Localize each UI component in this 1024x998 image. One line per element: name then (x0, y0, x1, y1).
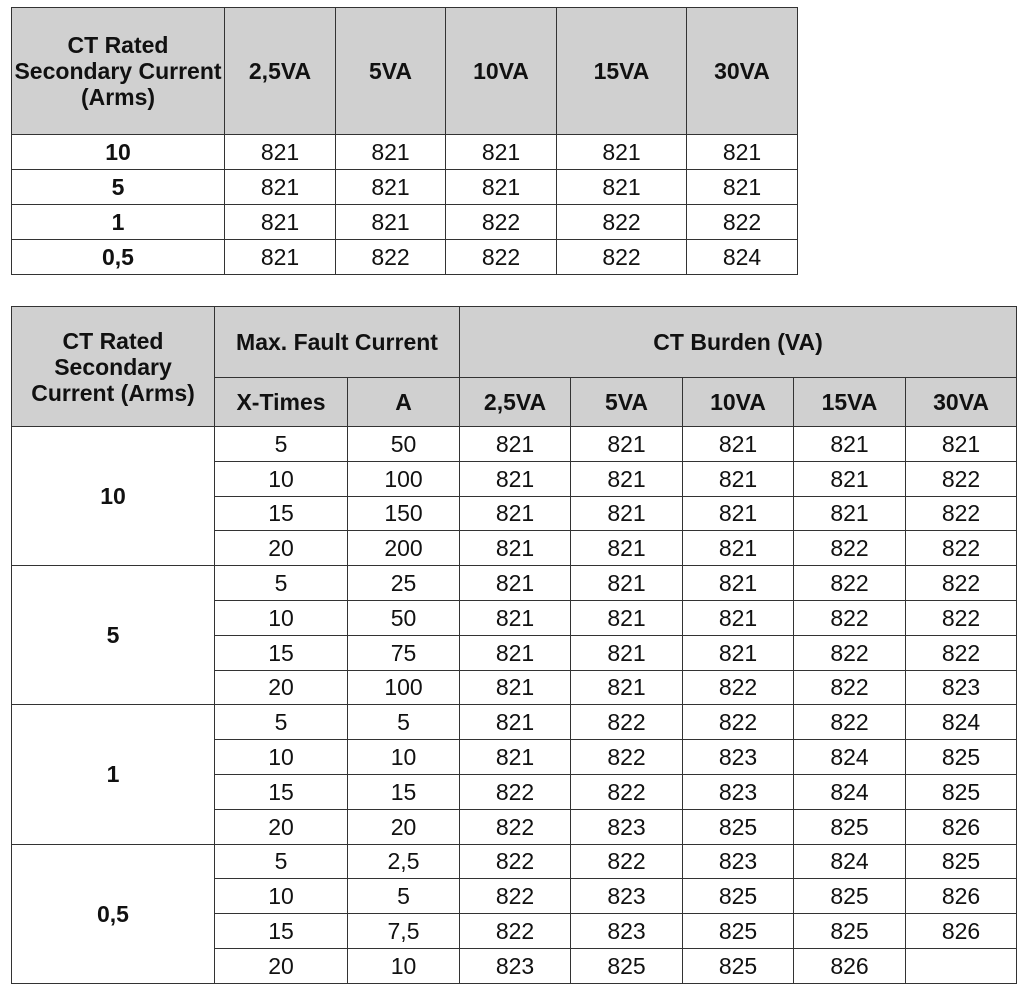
value-cell: 825 (794, 809, 906, 844)
value-cell: 824 (906, 705, 1017, 740)
amps-cell: 20 (348, 809, 460, 844)
va-header: 5VA (336, 8, 446, 135)
value-cell: 821 (571, 566, 683, 601)
value-cell: 821 (336, 135, 446, 170)
value-cell: 823 (683, 740, 794, 775)
value-cell: 826 (906, 879, 1017, 914)
x-times-header: X-Times (215, 378, 348, 427)
x-times-cell: 20 (215, 670, 348, 705)
value-cell: 821 (687, 170, 798, 205)
value-cell: 822 (571, 705, 683, 740)
va-header: 30VA (906, 378, 1017, 427)
value-cell: 822 (906, 496, 1017, 531)
value-cell: 821 (571, 635, 683, 670)
value-cell: 823 (906, 670, 1017, 705)
value-cell: 823 (571, 809, 683, 844)
value-cell: 824 (794, 740, 906, 775)
va-header: 15VA (794, 378, 906, 427)
value-cell: 822 (446, 205, 557, 240)
value-cell: 824 (794, 774, 906, 809)
value-cell: 822 (571, 774, 683, 809)
value-cell: 825 (906, 844, 1017, 879)
value-cell: 821 (683, 427, 794, 462)
value-cell: 825 (906, 740, 1017, 775)
amps-cell: 7,5 (348, 914, 460, 949)
value-cell: 822 (557, 205, 687, 240)
rated-current-cell: 5 (12, 170, 225, 205)
x-times-cell: 10 (215, 600, 348, 635)
value-cell: 822 (557, 240, 687, 275)
table-row (12, 205, 798, 240)
value-cell: 823 (571, 914, 683, 949)
value-cell: 823 (683, 774, 794, 809)
value-cell: 821 (225, 170, 336, 205)
value-cell: 821 (460, 670, 571, 705)
x-times-cell: 20 (215, 948, 348, 983)
value-cell: 821 (460, 635, 571, 670)
amps-cell: 10 (348, 740, 460, 775)
amps-cell: 100 (348, 670, 460, 705)
table-header-row (12, 307, 1017, 378)
value-cell: 821 (687, 135, 798, 170)
rated-current-header: CT Rated Secondary Current (Arms) (12, 8, 225, 135)
value-cell: 822 (906, 600, 1017, 635)
value-cell: 822 (794, 705, 906, 740)
va-header: 10VA (683, 378, 794, 427)
rated-current-cell: 0,5 (12, 844, 215, 983)
value-cell: 821 (460, 566, 571, 601)
x-times-cell: 20 (215, 809, 348, 844)
rated-current-cell: 10 (12, 427, 215, 566)
value-cell: 822 (683, 670, 794, 705)
value-cell: 825 (683, 879, 794, 914)
max-fault-current-header: Max. Fault Current (215, 307, 460, 378)
value-cell: 826 (906, 809, 1017, 844)
value-cell: 821 (460, 705, 571, 740)
value-cell: 822 (794, 566, 906, 601)
value-cell: 821 (571, 427, 683, 462)
value-cell: 825 (571, 948, 683, 983)
rated-current-cell: 10 (12, 135, 225, 170)
amps-cell: 75 (348, 635, 460, 670)
value-cell: 822 (460, 844, 571, 879)
rated-current-cell: 0,5 (12, 240, 225, 275)
ct-rating-table (11, 7, 798, 275)
value-cell: 821 (446, 170, 557, 205)
value-cell (906, 948, 1017, 983)
value-cell: 824 (687, 240, 798, 275)
rated-current-header: CT Rated Secondary Current (Arms) (12, 307, 215, 427)
value-cell: 821 (225, 205, 336, 240)
table-row (12, 566, 1017, 601)
table-row (12, 427, 1017, 462)
table-header-row (12, 8, 798, 135)
value-cell: 821 (336, 205, 446, 240)
amps-cell: 200 (348, 531, 460, 566)
va-header: 5VA (571, 378, 683, 427)
value-cell: 821 (225, 240, 336, 275)
value-cell: 822 (794, 670, 906, 705)
value-cell: 823 (460, 948, 571, 983)
value-cell: 825 (794, 914, 906, 949)
amps-cell: 10 (348, 948, 460, 983)
table-row (12, 705, 1017, 740)
x-times-cell: 15 (215, 774, 348, 809)
value-cell: 821 (683, 635, 794, 670)
x-times-cell: 5 (215, 427, 348, 462)
value-cell: 824 (794, 844, 906, 879)
value-cell: 821 (571, 670, 683, 705)
ct-burden-header: CT Burden (VA) (460, 307, 1017, 378)
value-cell: 823 (683, 844, 794, 879)
value-cell: 821 (225, 135, 336, 170)
x-times-cell: 15 (215, 914, 348, 949)
value-cell: 821 (683, 566, 794, 601)
value-cell: 822 (683, 705, 794, 740)
value-cell: 821 (557, 170, 687, 205)
rated-current-cell: 5 (12, 566, 215, 705)
amps-cell: 25 (348, 566, 460, 601)
value-cell: 821 (446, 135, 557, 170)
table-row (12, 844, 1017, 879)
value-cell: 821 (571, 461, 683, 496)
x-times-cell: 10 (215, 879, 348, 914)
value-cell: 821 (683, 461, 794, 496)
value-cell: 821 (571, 600, 683, 635)
value-cell: 826 (794, 948, 906, 983)
rated-current-cell: 1 (12, 705, 215, 844)
value-cell: 821 (794, 496, 906, 531)
value-cell: 821 (336, 170, 446, 205)
value-cell: 825 (683, 914, 794, 949)
value-cell: 822 (460, 809, 571, 844)
value-cell: 821 (683, 531, 794, 566)
va-header: 30VA (687, 8, 798, 135)
value-cell: 822 (460, 914, 571, 949)
x-times-cell: 20 (215, 531, 348, 566)
x-times-cell: 10 (215, 740, 348, 775)
value-cell: 822 (571, 844, 683, 879)
value-cell: 823 (571, 879, 683, 914)
value-cell: 821 (794, 427, 906, 462)
value-cell: 821 (571, 531, 683, 566)
value-cell: 822 (906, 566, 1017, 601)
value-cell: 821 (906, 427, 1017, 462)
amps-cell: 2,5 (348, 844, 460, 879)
value-cell: 822 (460, 879, 571, 914)
value-cell: 822 (906, 461, 1017, 496)
va-header: 15VA (557, 8, 687, 135)
amps-header: A (348, 378, 460, 427)
table-row (12, 135, 798, 170)
va-header: 2,5VA (460, 378, 571, 427)
value-cell: 822 (446, 240, 557, 275)
amps-cell: 50 (348, 600, 460, 635)
value-cell: 821 (683, 496, 794, 531)
va-header: 2,5VA (225, 8, 336, 135)
value-cell: 822 (906, 635, 1017, 670)
x-times-cell: 5 (215, 844, 348, 879)
x-times-cell: 5 (215, 566, 348, 601)
value-cell: 822 (336, 240, 446, 275)
value-cell: 821 (460, 600, 571, 635)
amps-cell: 5 (348, 705, 460, 740)
value-cell: 821 (460, 740, 571, 775)
amps-cell: 15 (348, 774, 460, 809)
x-times-cell: 15 (215, 496, 348, 531)
value-cell: 822 (571, 740, 683, 775)
value-cell: 825 (794, 879, 906, 914)
amps-cell: 50 (348, 427, 460, 462)
value-cell: 822 (794, 600, 906, 635)
value-cell: 821 (557, 135, 687, 170)
value-cell: 821 (571, 496, 683, 531)
x-times-cell: 5 (215, 705, 348, 740)
value-cell: 826 (906, 914, 1017, 949)
x-times-cell: 15 (215, 635, 348, 670)
amps-cell: 150 (348, 496, 460, 531)
amps-cell: 5 (348, 879, 460, 914)
va-header: 10VA (446, 8, 557, 135)
x-times-cell: 10 (215, 461, 348, 496)
value-cell: 821 (460, 531, 571, 566)
value-cell: 821 (460, 427, 571, 462)
ct-fault-current-table (11, 306, 1017, 984)
value-cell: 825 (683, 948, 794, 983)
value-cell: 821 (794, 461, 906, 496)
value-cell: 822 (794, 531, 906, 566)
value-cell: 825 (906, 774, 1017, 809)
amps-cell: 100 (348, 461, 460, 496)
rated-current-cell: 1 (12, 205, 225, 240)
value-cell: 825 (683, 809, 794, 844)
value-cell: 822 (906, 531, 1017, 566)
value-cell: 822 (687, 205, 798, 240)
table-row (12, 170, 798, 205)
value-cell: 822 (794, 635, 906, 670)
value-cell: 821 (460, 461, 571, 496)
value-cell: 821 (683, 600, 794, 635)
table-row (12, 240, 798, 275)
value-cell: 821 (460, 496, 571, 531)
value-cell: 822 (460, 774, 571, 809)
